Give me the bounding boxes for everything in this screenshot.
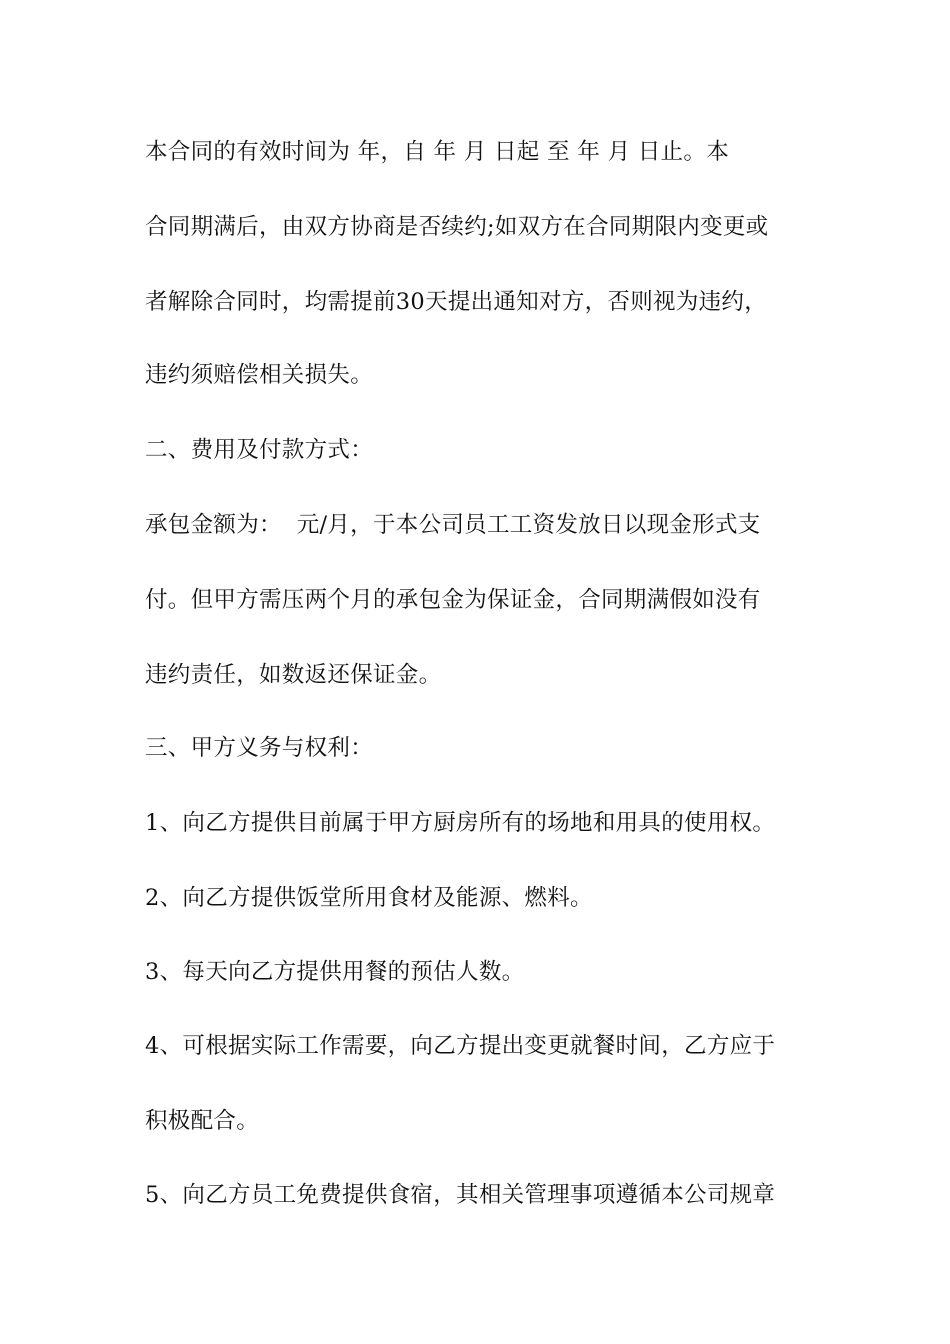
duty-item-1: 1、向乙方提供目前属于甲方厨房所有的场地和用具的使用权。 [145,810,776,836]
contract-term-paragraph-line-4: 违约须赔偿相关损失。 [145,362,374,388]
contract-term-paragraph-line-3: 者解除合同时，均需提前30天提出通知对方，否则视为违约， [145,289,768,315]
contract-term-paragraph-line-1: 本合同的有效时间为 年，自 年 月 日起 至 年 月 日止。本 [145,139,730,165]
fees-paragraph-line-2: 付。但甲方需压两个月的承包金为保证金，合同期满假如没有 [145,587,761,613]
fees-paragraph-line-1: 承包金额为： 元/月，于本公司员工工资发放日以现金形式支 [145,512,761,538]
duty-item-4-line-2: 积极配合。 [145,1108,260,1134]
fees-paragraph-line-3: 违约责任，如数返还保证金。 [145,662,442,688]
duty-item-3: 3、每天向乙方提供用餐的预估人数。 [145,959,525,985]
duty-item-5-line-1: 5、向乙方员工免费提供食宿，其相关管理事项遵循本公司规章 [145,1182,776,1208]
contract-term-paragraph-line-2: 合同期满后，由双方协商是否续约;如双方在合同期限内变更或 [145,214,769,240]
duty-item-2: 2、向乙方提供饭堂所用食材及能源、燃料。 [145,885,593,911]
duty-item-4-line-1: 4、可根据实际工作需要，向乙方提出变更就餐时间，乙方应于 [145,1033,776,1059]
section-heading-party-a-duties: 三、甲方义务与权利： [145,735,374,761]
section-heading-fees: 二、费用及付款方式： [145,437,374,463]
